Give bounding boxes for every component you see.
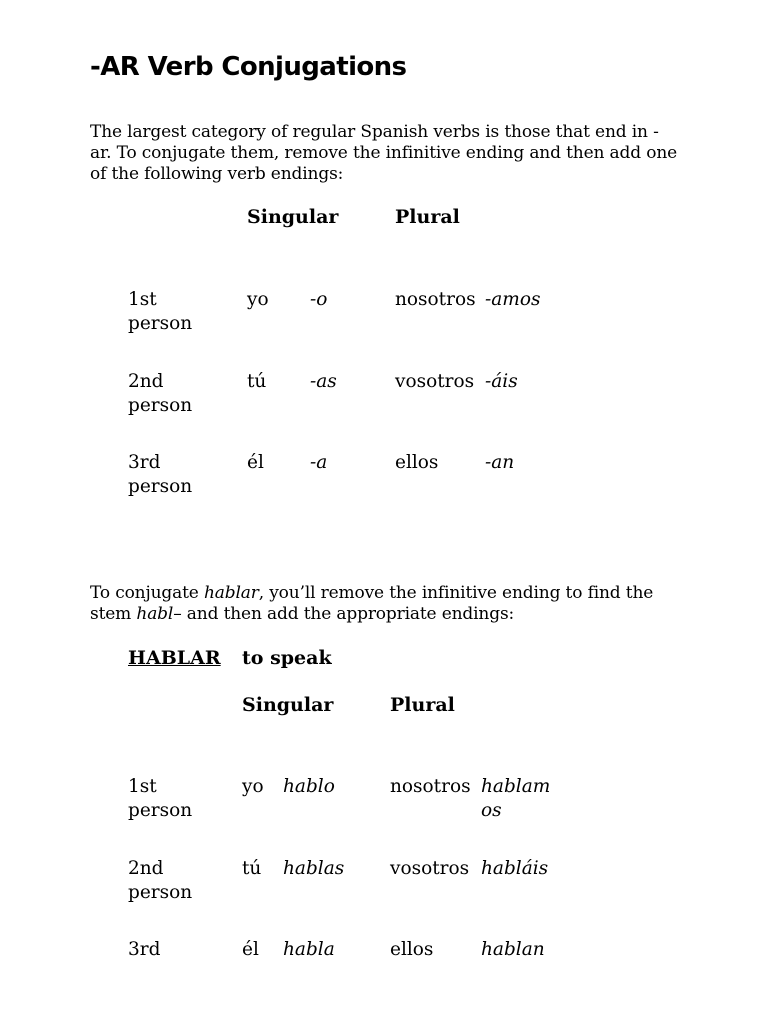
table2-row2-person: 2nd person bbox=[128, 858, 193, 903]
table2-header-plural: Plural bbox=[390, 694, 455, 716]
table2-row1-sing-pronoun: yo bbox=[242, 776, 264, 797]
table1-row3-sing-pronoun: él bbox=[247, 452, 264, 473]
table2-row2-sing-form: hablas bbox=[283, 858, 345, 879]
table2-header-singular: Singular bbox=[242, 694, 334, 716]
table1-header-singular: Singular bbox=[247, 206, 339, 228]
table2-row3-plur-pronoun: ellos bbox=[390, 939, 434, 960]
table1-row2-person: 2nd person bbox=[128, 371, 193, 416]
table2-row1-plur-form: hablamos bbox=[481, 776, 551, 821]
table2-row2-sing-pronoun: tú bbox=[242, 858, 262, 879]
table2-row1-person: 1st person bbox=[128, 776, 193, 821]
table1-row2-plur-ending: -áis bbox=[485, 371, 518, 392]
hablar-verb: hablar bbox=[203, 583, 259, 603]
table1-row3-plur-pronoun: ellos bbox=[395, 452, 439, 473]
table1-row3-plur-ending: -an bbox=[485, 452, 515, 473]
table2-row1-plur-pronoun: nosotros bbox=[390, 776, 471, 797]
table2-row2-plur-form: habláis bbox=[481, 858, 549, 879]
hablar-text-3: and then add the appropriate endings: bbox=[181, 604, 515, 624]
table1-row3-person: 3rd person bbox=[128, 452, 193, 497]
hablar-stem: habl– bbox=[136, 604, 182, 624]
table1-row2-sing-pronoun: tú bbox=[247, 371, 267, 392]
table2-row3-sing-form: habla bbox=[283, 939, 335, 960]
table1-row1-sing-pronoun: yo bbox=[247, 289, 269, 310]
table1-row1-sing-ending: -o bbox=[310, 289, 328, 310]
table2-row3-plur-form: hablan bbox=[481, 939, 545, 960]
table2-row3-person: 3rd bbox=[128, 939, 161, 960]
hablar-paragraph bbox=[90, 583, 680, 625]
table2-row3-sing-pronoun: él bbox=[242, 939, 259, 960]
table2-verb-meaning: to speak bbox=[242, 647, 332, 669]
table1-row3-sing-ending: -a bbox=[310, 452, 328, 473]
table1-header-plural: Plural bbox=[395, 206, 460, 228]
table1-row1-person: 1st person bbox=[128, 289, 193, 334]
table1-row2-plur-pronoun: vosotros bbox=[395, 371, 475, 392]
table2-row1-sing-form: hablo bbox=[283, 776, 335, 797]
intro-paragraph: The largest category of regular Spanish verbs is those that end in -ar. To conjugate them, remove the infinitive ending and then add one of the following verb endings: bbox=[90, 122, 678, 184]
table2-row2-plur-pronoun: vosotros bbox=[390, 858, 470, 879]
table2-verb-heading: HABLAR bbox=[128, 647, 221, 669]
table1-row2-sing-ending: -as bbox=[310, 371, 337, 392]
hablar-text-2: , you’ll remove the infinitive ending to find the stem bbox=[90, 583, 654, 624]
table1-row1-plur-ending: -amos bbox=[485, 289, 541, 310]
table1-row1-plur-pronoun: nosotros bbox=[395, 289, 476, 310]
hablar-text-1: To conjugate bbox=[90, 583, 204, 603]
page-title: -AR Verb Conjugations bbox=[90, 52, 407, 82]
